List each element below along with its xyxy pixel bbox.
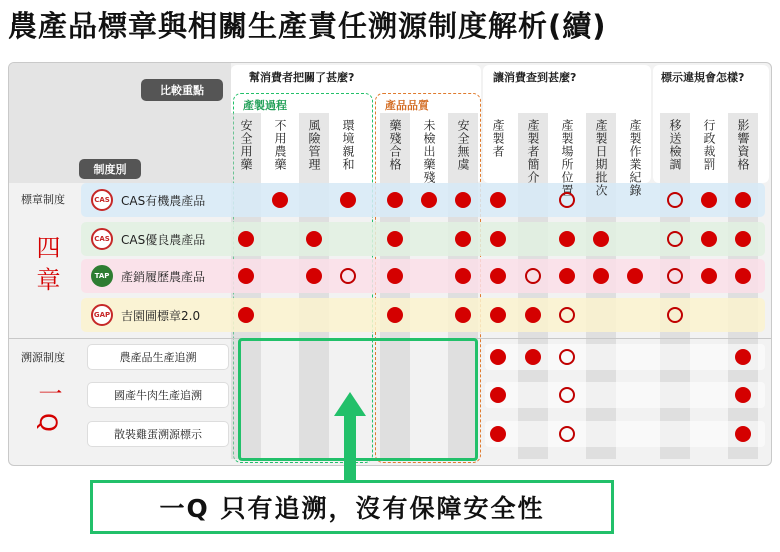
column-header: 影響資格 xyxy=(736,119,750,171)
sub2-title: 產品品質 xyxy=(385,99,429,112)
filled-dot xyxy=(735,231,751,247)
trace-row-label: 國產牛肉生產追溯 xyxy=(87,382,229,408)
compare-label: 比較重點 xyxy=(141,79,223,101)
comparison-board xyxy=(8,62,772,466)
group1-title: 幫消費者把關了甚麼? xyxy=(249,71,355,84)
filled-dot xyxy=(490,349,506,365)
callout-text: 一Q 只有追溯，沒有保障安全性 xyxy=(159,494,545,523)
column-header: 產製日期批次 xyxy=(594,119,608,197)
filled-dot xyxy=(238,231,254,247)
filled-dot xyxy=(627,268,643,284)
filled-dot xyxy=(525,307,541,323)
row-logo-icon: GAP xyxy=(91,304,113,326)
filled-dot xyxy=(455,268,471,284)
one-q-label: 一Q xyxy=(34,381,62,440)
sub1-title: 產製過程 xyxy=(243,99,287,112)
filled-dot xyxy=(421,192,437,208)
filled-dot xyxy=(490,268,506,284)
row-logo-icon: TAP xyxy=(91,265,113,287)
filled-dot xyxy=(238,307,254,323)
hollow-dot xyxy=(667,231,683,247)
row-logo-icon: CAS xyxy=(91,228,113,250)
hollow-dot xyxy=(559,192,575,208)
filled-dot xyxy=(735,349,751,365)
column-header: 移送檢調 xyxy=(668,119,682,171)
column-header: 安全無虞 xyxy=(456,119,470,171)
column-header: 產製場所位置 xyxy=(560,119,574,197)
row-logo-icon: CAS xyxy=(91,189,113,211)
hollow-dot xyxy=(667,192,683,208)
column-header: 產製者 xyxy=(491,119,505,158)
row-label: 吉園圃標章2.0 xyxy=(121,309,201,323)
hollow-dot xyxy=(525,268,541,284)
filled-dot xyxy=(701,268,717,284)
filled-dot xyxy=(238,268,254,284)
trace-row-label: 散裝雞蛋溯源標示 xyxy=(87,421,229,447)
filled-dot xyxy=(559,268,575,284)
column-header: 產製者簡介 xyxy=(526,119,540,184)
hollow-dot xyxy=(340,268,356,284)
column-header: 風險管理 xyxy=(307,119,321,171)
filled-dot xyxy=(455,231,471,247)
column-header: 行政裁罰 xyxy=(702,119,716,171)
filled-dot xyxy=(387,307,403,323)
filled-dot xyxy=(701,231,717,247)
filled-dot xyxy=(490,426,506,442)
filled-dot xyxy=(387,268,403,284)
four-mark-label: 四章 xyxy=(32,235,60,299)
filled-dot xyxy=(701,192,717,208)
row-label: 產銷履歷農產品 xyxy=(121,270,206,284)
column-header: 不用農藥 xyxy=(273,119,287,171)
filled-dot xyxy=(455,307,471,323)
trace-system-tag: 溯源制度 xyxy=(21,351,65,364)
filled-dot xyxy=(735,426,751,442)
column-header: 環境親和 xyxy=(341,119,355,171)
filled-dot xyxy=(340,192,356,208)
filled-dot xyxy=(306,231,322,247)
filled-dot xyxy=(387,231,403,247)
trace-row-label: 農產品生產追溯 xyxy=(87,344,229,370)
system-label: 制度別 xyxy=(79,159,141,179)
filled-dot xyxy=(525,349,541,365)
page-title: 農產品標章與相關生產責任溯源制度解析(續) xyxy=(8,9,607,43)
filled-dot xyxy=(490,231,506,247)
filled-dot xyxy=(272,192,288,208)
hollow-dot xyxy=(667,268,683,284)
filled-dot xyxy=(593,268,609,284)
hollow-dot xyxy=(559,307,575,323)
filled-dot xyxy=(735,387,751,403)
column-header: 藥殘合格 xyxy=(388,119,402,171)
column-header: 未檢出藥殘 xyxy=(422,119,436,184)
column-header: 安全用藥 xyxy=(239,119,253,171)
filled-dot xyxy=(306,268,322,284)
filled-dot xyxy=(455,192,471,208)
trace-row-band xyxy=(485,382,765,408)
hollow-dot xyxy=(667,307,683,323)
row-label: CAS優良農產品 xyxy=(121,233,206,247)
hollow-dot xyxy=(559,349,575,365)
trace-row-band xyxy=(485,421,765,447)
label-system-tag: 標章制度 xyxy=(21,193,65,206)
column-header: 產製作業紀錄 xyxy=(628,119,642,197)
filled-dot xyxy=(735,192,751,208)
row-label: CAS有機農產品 xyxy=(121,194,206,208)
filled-dot xyxy=(735,268,751,284)
callout-box xyxy=(90,480,614,534)
filled-dot xyxy=(490,387,506,403)
filled-dot xyxy=(490,307,506,323)
filled-dot xyxy=(593,231,609,247)
group2-title: 讓消費查到甚麼? xyxy=(493,71,577,84)
up-arrow xyxy=(330,392,370,484)
hollow-dot xyxy=(559,426,575,442)
hollow-dot xyxy=(559,387,575,403)
group3-title: 標示違規會怎樣? xyxy=(661,71,745,84)
filled-dot xyxy=(559,231,575,247)
filled-dot xyxy=(490,192,506,208)
filled-dot xyxy=(387,192,403,208)
